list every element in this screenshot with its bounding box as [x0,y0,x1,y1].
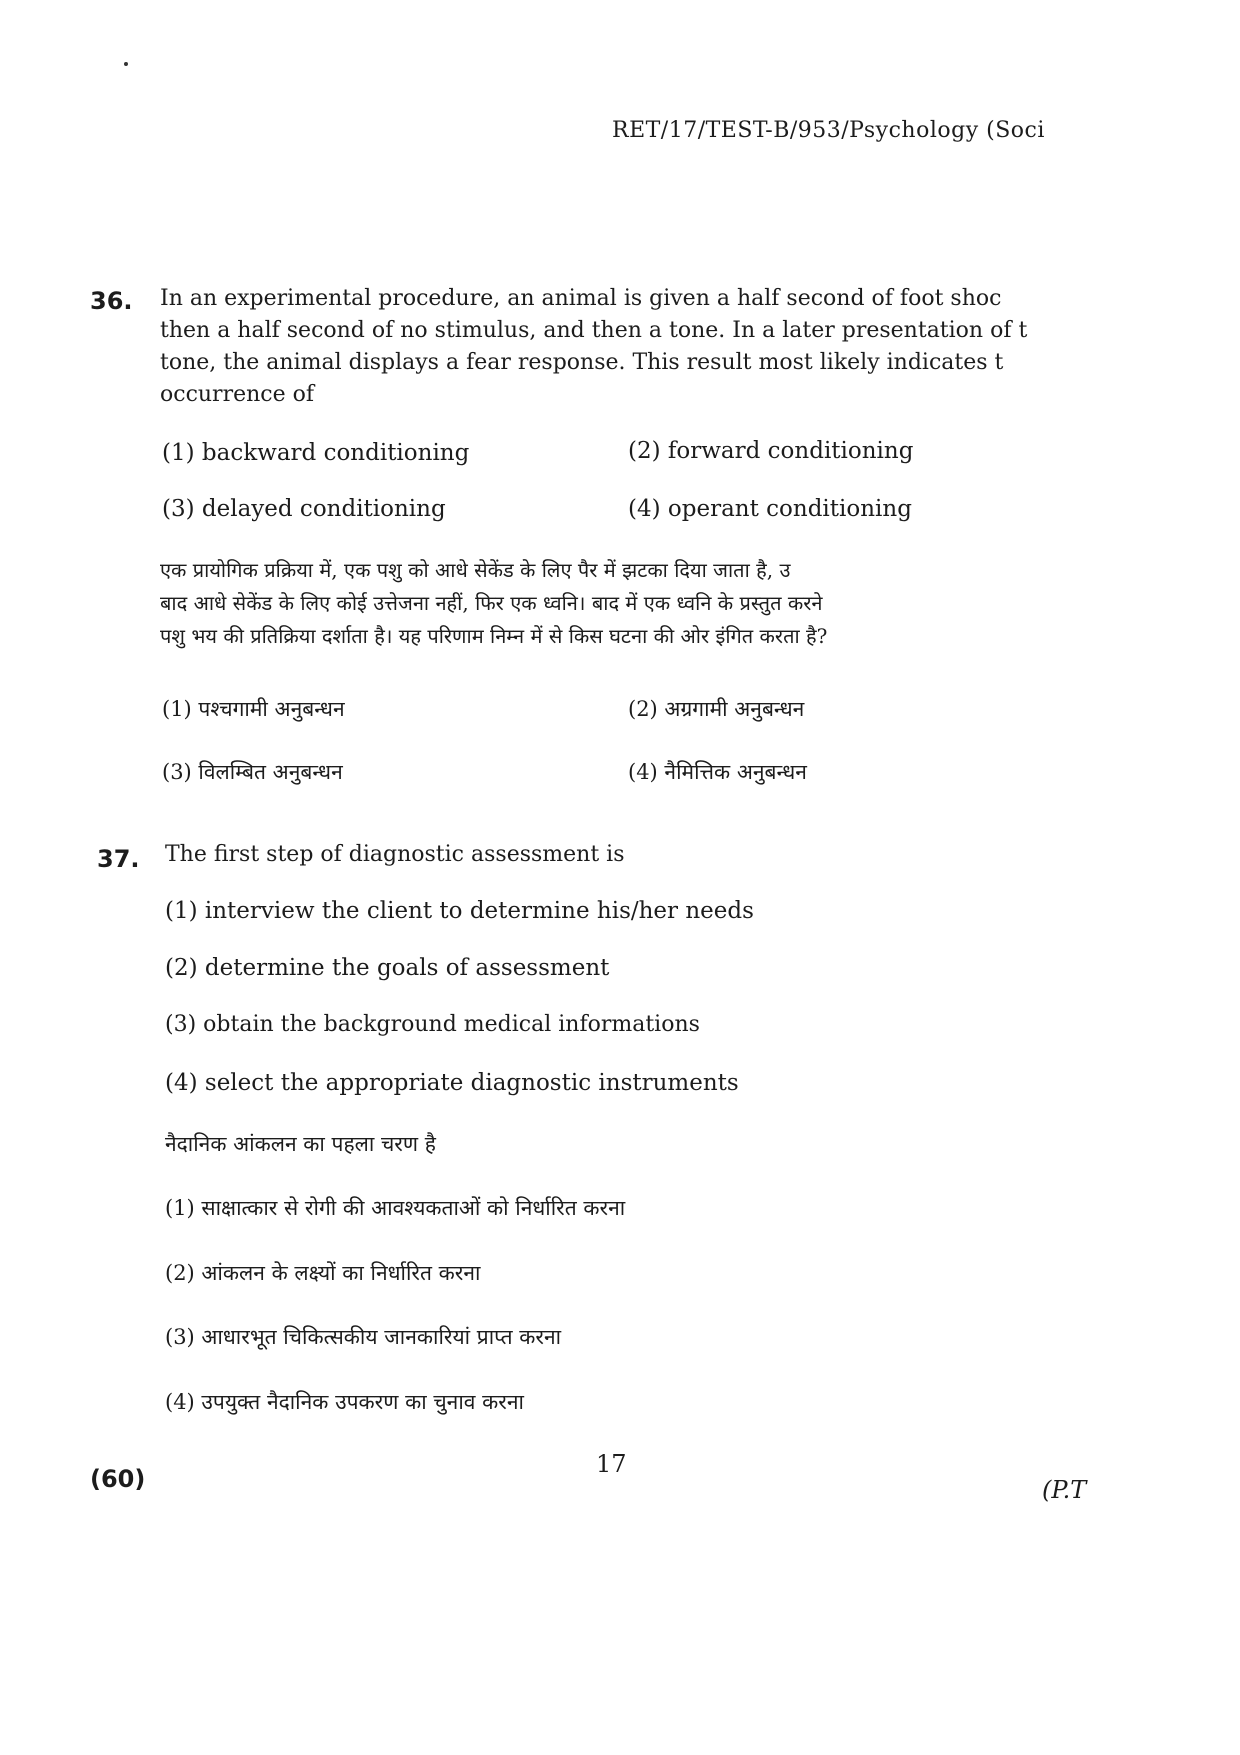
stray-dot [124,62,128,66]
q36-option-4-en: (4) operant conditioning [628,496,912,522]
please-turn-over: (P.T [1042,1476,1087,1504]
question-37-text-hi: नैदानिक आंकलन का पहला चरण है [165,1132,436,1156]
q37-option-4-en: (4) select the appropriate diagnostic instruments [165,1070,739,1096]
paper-code-header: RET/17/TEST-B/953/Psychology (Soci [612,118,1045,143]
q37-option-4-hi: (4) उपयुक्त नैदानिक उपकरण का चुनाव करना [165,1390,524,1414]
q36-option-1-hi: (1) पश्चगामी अनुबन्धन [162,697,345,721]
question-37-number: 37. [97,845,140,873]
question-36-hi-line: पशु भय की प्रतिक्रिया दर्शाता है। यह परिणाम निम्न में से किस घटना की ओर इंगित करता है? [160,624,828,648]
q36-option-2-hi: (2) अग्रगामी अनुबन्धन [628,697,805,721]
q36-option-4-hi: (4) नैमित्तिक अनुबन्धन [628,760,807,784]
q37-option-3-en: (3) obtain the background medical informations [165,1012,700,1037]
q37-option-2-en: (2) determine the goals of assessment [165,955,610,981]
question-36-line: tone, the animal displays a fear response. This result most likely indicates t [160,350,1004,375]
q36-option-3-hi: (3) विलम्बित अनुबन्धन [162,760,343,784]
question-36-line: In an experimental procedure, an animal is given a half second of foot shoc [160,286,1002,311]
question-36-line: occurrence of [160,382,314,407]
q37-option-1-hi: (1) साक्षात्कार से रोगी की आवश्यकताओं को निर्धारित करना [165,1196,626,1220]
q36-option-2-en: (2) forward conditioning [628,438,914,464]
booklet-code: (60) [90,1465,146,1493]
page-number: 17 [596,1450,627,1478]
question-36-number: 36. [90,287,133,315]
question-37-text-en: The first step of diagnostic assessment is [165,842,625,867]
q36-option-1-en: (1) backward conditioning [162,440,470,466]
q37-option-2-hi: (2) आंकलन के लक्ष्यों का निर्धारित करना [165,1261,481,1285]
question-36-hi-line: एक प्रायोगिक प्रक्रिया में, एक पशु को आधे सेकेंड के लिए पैर में झटका दिया जाता है, उ [160,558,791,582]
q37-option-3-hi: (3) आधारभूत चिकित्सकीय जानकारियां प्राप्त करना [165,1325,562,1349]
question-36-hi-line: बाद आधे सेकेंड के लिए कोई उत्तेजना नहीं, फिर एक ध्वनि। बाद में एक ध्वनि के प्रस्तुत करने [160,591,823,615]
q36-option-3-en: (3) delayed conditioning [162,496,446,522]
question-36-text-en [160,283,1100,411]
question-36-line: then a half second of no stimulus, and then a tone. In a later presentation of t [160,318,1028,343]
question-36-text-hi [160,554,1100,653]
q37-option-1-en: (1) interview the client to determine his/her needs [165,898,754,924]
